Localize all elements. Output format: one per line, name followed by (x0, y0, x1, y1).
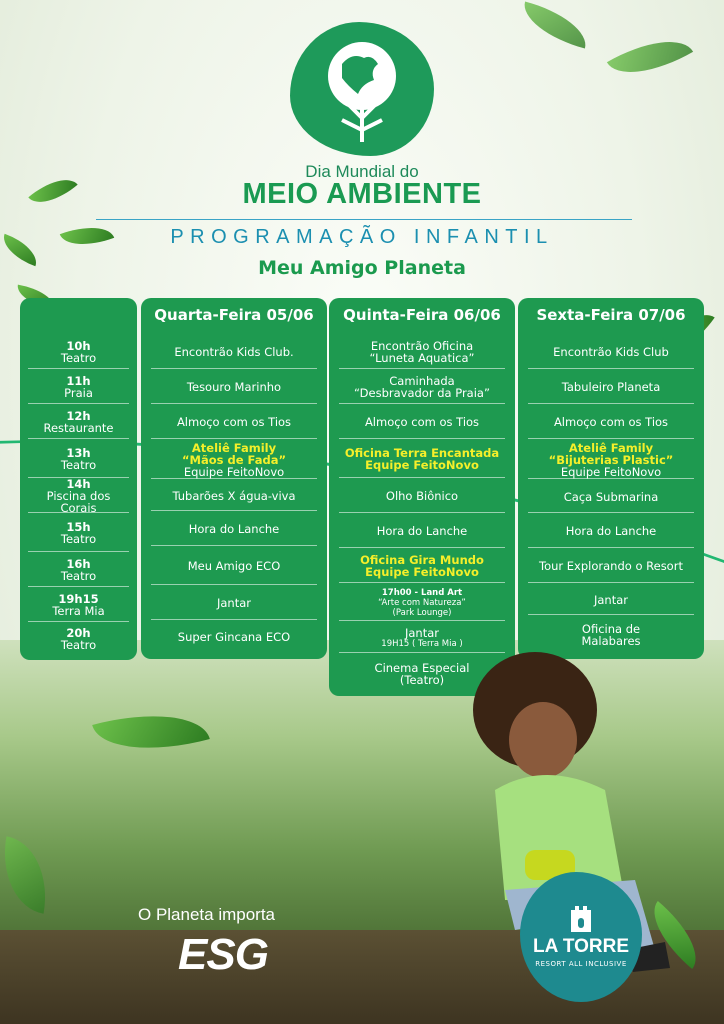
thursday-column (329, 298, 515, 696)
tower-logo-icon (565, 902, 597, 934)
wednesday-header: Quarta-Feira 05/06 (154, 306, 314, 324)
activity-item: Encontrão Kids Club. (151, 336, 317, 369)
activity-item: Oficina de Malabares (581, 622, 641, 648)
event-title: MEIO AMBIENTE (242, 178, 482, 210)
activity-item: Oficina Terra Encantada Equipe FeitoNovo (339, 441, 505, 478)
program-title: PROGRAMAÇÃO INFANTIL (170, 226, 554, 248)
time-slot: 20h Teatro (60, 626, 97, 652)
activity-item: Olho Biônico (339, 480, 505, 513)
activity-item: Tour Explorando o Resort (528, 550, 694, 583)
activity-item: Hora do Lanche (151, 513, 317, 546)
la-torre-logo (520, 872, 642, 1002)
activity-item: Caça Submarina (528, 481, 694, 513)
time-slot: 15h Teatro (28, 515, 129, 552)
activity-item: Jantar 19H15 ( Terra Mia ) (339, 623, 505, 653)
event-subtitle: Dia Mundial do (305, 162, 419, 181)
time-slot: 16h Teatro (28, 554, 129, 587)
time-slot: 19h15 Terra Mia (28, 589, 129, 622)
thursday-header: Quinta-Feira 06/06 (343, 306, 501, 324)
time-slot: 12h Restaurante (28, 406, 129, 439)
activity-item: Ateliê Family “Bijuterias Plastic” Equipe FeitoNovo (528, 441, 694, 479)
activity-item: Tesouro Marinho (151, 371, 317, 404)
activity-item: Oficina Gira Mundo Equipe FeitoNovo (339, 550, 505, 583)
activity-item: Encontrão Oficina “Luneta Aquatica” (339, 336, 505, 369)
activity-item: Ateliê Family “Mãos de Fada” Equipe FeitoNovo (151, 441, 317, 479)
earth-tree-logo-icon (312, 34, 412, 144)
activity-item: Almoço com os Tios (339, 406, 505, 439)
activity-item: Encontrão Kids Club (528, 336, 694, 369)
esg-logo: ESG (178, 930, 268, 979)
activity-item: 17h00 - Land Art “Arte com Natureza” (Park Lounge) (339, 585, 505, 621)
activity-item: Caminhada “Desbravador da Praia” (339, 371, 505, 404)
title-divider (96, 219, 632, 220)
activity-item: Jantar (528, 585, 694, 615)
time-slot: 14h Piscina dos Corais (28, 480, 129, 513)
activity-item: Jantar (151, 587, 317, 620)
slogan: O Planeta importa (138, 905, 276, 924)
wednesday-column (141, 298, 327, 659)
program-subtitle: Meu Amigo Planeta (258, 257, 466, 279)
activity-item: Almoço com os Tios (528, 406, 694, 439)
activity-item: Tabuleiro Planeta (528, 371, 694, 404)
event-logo (290, 22, 434, 156)
time-slot: 13h Teatro (28, 441, 129, 478)
time-slot: 11h Praia (28, 371, 129, 404)
activity-item: Hora do Lanche (528, 515, 694, 548)
activity-item: Super Gincana ECO (177, 630, 291, 644)
activity-item: Almoço com os Tios (151, 406, 317, 439)
time-slot: 10h Teatro (28, 336, 129, 369)
activity-item: Cinema Especial (Teatro) (374, 661, 470, 687)
activity-item: Tubarões X água-viva (151, 481, 317, 511)
activity-item: Hora do Lanche (339, 515, 505, 548)
brand-name: LA TORRE (532, 936, 630, 957)
friday-header: Sexta-Feira 07/06 (536, 306, 686, 324)
time-column (20, 298, 137, 660)
friday-column (518, 298, 704, 659)
activity-item: Meu Amigo ECO (151, 548, 317, 585)
brand-tagline: RESORT ALL INCLUSIVE (535, 960, 627, 968)
